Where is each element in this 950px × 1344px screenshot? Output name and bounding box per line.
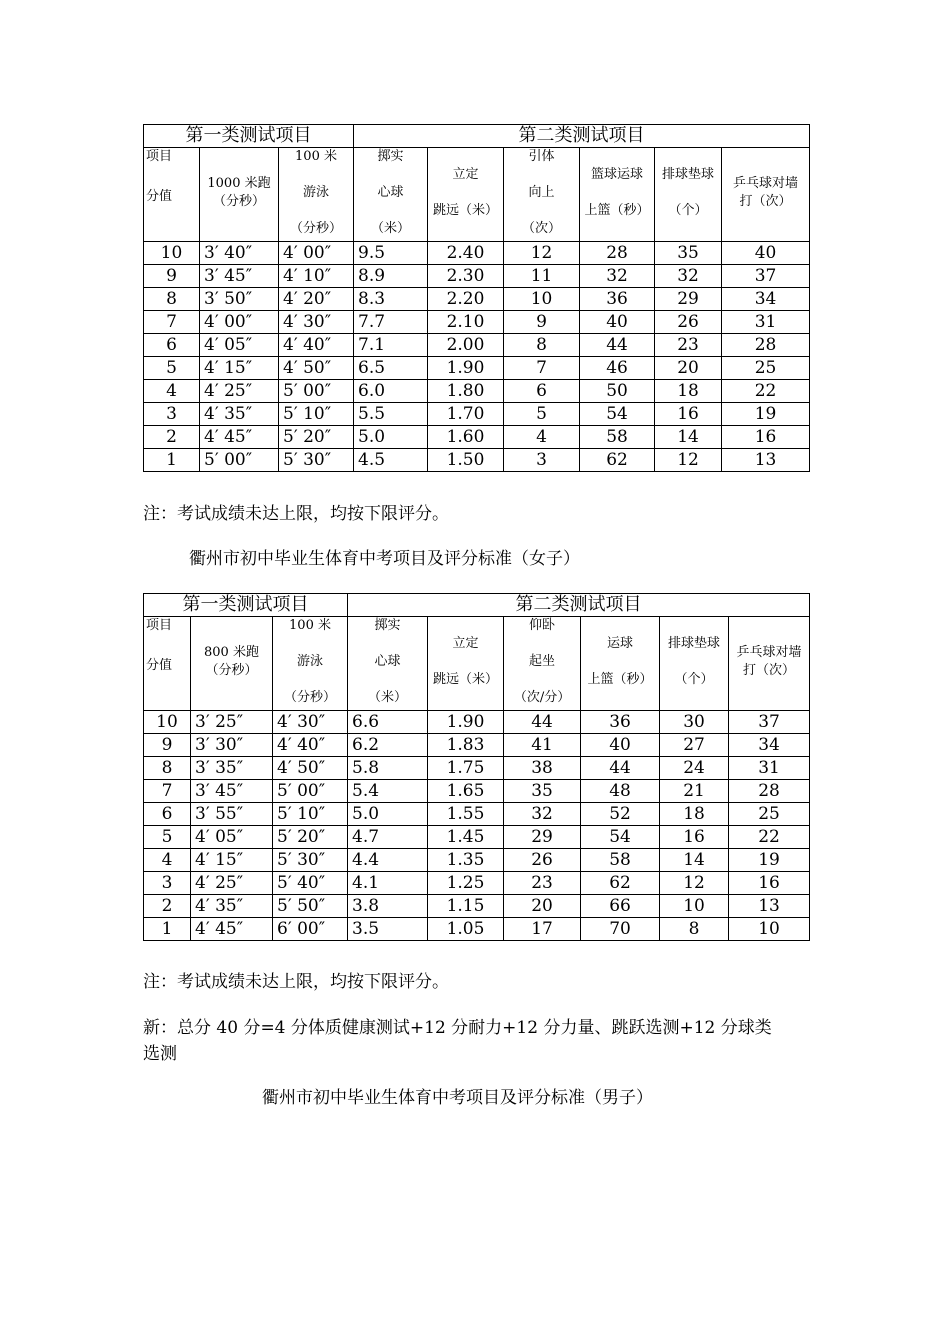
run-cell: 3′ 55″ bbox=[191, 803, 273, 826]
volley-cell: 16 bbox=[655, 403, 722, 426]
jump-cell: 1.83 bbox=[428, 734, 504, 757]
run-cell: 4′ 15″ bbox=[200, 357, 279, 380]
basket-cell: 70 bbox=[581, 918, 660, 941]
table-row bbox=[144, 895, 810, 918]
table-row bbox=[144, 288, 810, 311]
volley-cell: 30 bbox=[660, 711, 729, 734]
volley-cell: 29 bbox=[655, 288, 722, 311]
score-cell: 3 bbox=[144, 403, 200, 426]
pingpong-cell: 31 bbox=[729, 757, 810, 780]
volley-cell: 27 bbox=[660, 734, 729, 757]
third-cell: 23 bbox=[504, 872, 581, 895]
third-cell: 17 bbox=[504, 918, 581, 941]
third-cell: 38 bbox=[504, 757, 581, 780]
pingpong-cell: 28 bbox=[729, 780, 810, 803]
volley-cell: 18 bbox=[655, 380, 722, 403]
score-cell: 2 bbox=[144, 895, 191, 918]
pingpong-cell: 22 bbox=[722, 380, 810, 403]
third-cell: 3 bbox=[504, 449, 580, 472]
basket-cell: 54 bbox=[581, 826, 660, 849]
jump-cell: 1.45 bbox=[428, 826, 504, 849]
basket-cell: 62 bbox=[581, 872, 660, 895]
basket-cell: 36 bbox=[580, 288, 655, 311]
jump-cell: 1.15 bbox=[428, 895, 504, 918]
basket-cell: 44 bbox=[580, 334, 655, 357]
swim-header: 100 米 游泳 （分秒） bbox=[279, 148, 354, 242]
third-cell: 6 bbox=[504, 380, 580, 403]
score-label: 分值 bbox=[146, 189, 173, 204]
note-text-1: 注：考试成绩未达上限，均按下限评分。 bbox=[143, 504, 449, 524]
jump-cell: 1.25 bbox=[428, 872, 504, 895]
table-row bbox=[144, 918, 810, 941]
swim-cell: 4′ 30″ bbox=[273, 711, 348, 734]
volley-cell: 12 bbox=[660, 872, 729, 895]
table-row bbox=[144, 780, 810, 803]
run-cell: 4′ 35″ bbox=[200, 403, 279, 426]
score-cell: 10 bbox=[144, 242, 200, 265]
ball-cell: 4.7 bbox=[348, 826, 428, 849]
score-cell: 5 bbox=[144, 357, 200, 380]
volleyball-header: 排球垫球 （个） bbox=[655, 148, 722, 242]
table-row bbox=[144, 311, 810, 334]
table-row bbox=[144, 734, 810, 757]
ball-header: 掷实 心球 （米） bbox=[354, 148, 428, 242]
ball-cell: 5.0 bbox=[354, 426, 428, 449]
third-cell: 7 bbox=[504, 357, 580, 380]
female-title: 衢州市初中毕业生体育中考项目及评分标准（女子） bbox=[189, 549, 580, 569]
jump-cell: 1.75 bbox=[428, 757, 504, 780]
score-cell: 9 bbox=[144, 265, 200, 288]
volley-cell: 20 bbox=[655, 357, 722, 380]
third-cell: 10 bbox=[504, 288, 580, 311]
jump-cell: 2.20 bbox=[428, 288, 504, 311]
ball-cell: 8.9 bbox=[354, 265, 428, 288]
table-row bbox=[144, 357, 810, 380]
pingpong-cell: 16 bbox=[729, 872, 810, 895]
swim-cell: 5′ 30″ bbox=[273, 849, 348, 872]
run-cell: 4′ 05″ bbox=[200, 334, 279, 357]
swim-cell: 5′ 20″ bbox=[273, 826, 348, 849]
third-cell: 9 bbox=[504, 311, 580, 334]
ball-cell: 7.1 bbox=[354, 334, 428, 357]
basket-cell: 58 bbox=[580, 426, 655, 449]
ball-cell: 6.6 bbox=[348, 711, 428, 734]
basket-cell: 32 bbox=[580, 265, 655, 288]
pingpong-cell: 37 bbox=[729, 711, 810, 734]
pingpong-header: 乒乓球对墙 打（次） bbox=[722, 148, 810, 242]
swim-cell: 5′ 10″ bbox=[279, 403, 354, 426]
volley-cell: 23 bbox=[655, 334, 722, 357]
third-cell: 12 bbox=[504, 242, 580, 265]
run-cell: 4′ 25″ bbox=[191, 872, 273, 895]
run-cell: 5′ 00″ bbox=[200, 449, 279, 472]
swim-cell: 5′ 10″ bbox=[273, 803, 348, 826]
ball-cell: 8.3 bbox=[354, 288, 428, 311]
score-cell: 7 bbox=[144, 780, 191, 803]
third-cell: 20 bbox=[504, 895, 581, 918]
volley-cell: 8 bbox=[660, 918, 729, 941]
swim-cell: 4′ 30″ bbox=[279, 311, 354, 334]
table-row bbox=[144, 380, 810, 403]
ball-cell: 5.4 bbox=[348, 780, 428, 803]
basket-cell: 54 bbox=[580, 403, 655, 426]
run-cell: 4′ 45″ bbox=[191, 918, 273, 941]
swim-cell: 6′ 00″ bbox=[273, 918, 348, 941]
table-row bbox=[144, 334, 810, 357]
third-cell: 11 bbox=[504, 265, 580, 288]
run-cell: 3′ 25″ bbox=[191, 711, 273, 734]
pullup-header: 引体 向上 （次） bbox=[504, 148, 580, 242]
group-header-first: 第一类测试项目 bbox=[144, 125, 354, 148]
pingpong-cell: 10 bbox=[729, 918, 810, 941]
basket-cell: 50 bbox=[580, 380, 655, 403]
swim-cell: 4′ 50″ bbox=[279, 357, 354, 380]
table-row bbox=[144, 711, 810, 734]
swim-cell: 5′ 00″ bbox=[273, 780, 348, 803]
third-cell: 8 bbox=[504, 334, 580, 357]
score-cell: 3 bbox=[144, 872, 191, 895]
group-header-second: 第二类测试项目 bbox=[354, 125, 810, 148]
ball-cell: 6.5 bbox=[354, 357, 428, 380]
group-header-second: 第二类测试项目 bbox=[348, 594, 810, 617]
jump-cell: 1.50 bbox=[428, 449, 504, 472]
ball-cell: 3.5 bbox=[348, 918, 428, 941]
swim-cell: 5′ 50″ bbox=[273, 895, 348, 918]
run-header: 800 米跑 （分秒） bbox=[191, 617, 273, 711]
swim-cell: 4′ 00″ bbox=[279, 242, 354, 265]
run-header: 1000 米跑 （分秒） bbox=[200, 148, 279, 242]
run-cell: 3′ 35″ bbox=[191, 757, 273, 780]
pingpong-header: 乒乓球对墙 打（次） bbox=[729, 617, 810, 711]
ball-cell: 9.5 bbox=[354, 242, 428, 265]
jump-cell: 1.55 bbox=[428, 803, 504, 826]
pingpong-cell: 28 bbox=[722, 334, 810, 357]
score-cell: 8 bbox=[144, 288, 200, 311]
table-row bbox=[144, 826, 810, 849]
basket-cell: 66 bbox=[581, 895, 660, 918]
table-row bbox=[144, 872, 810, 895]
item-label: 项目 bbox=[146, 618, 173, 633]
run-cell: 3′ 40″ bbox=[200, 242, 279, 265]
volley-cell: 16 bbox=[660, 826, 729, 849]
run-cell: 4′ 00″ bbox=[200, 311, 279, 334]
score-cell: 4 bbox=[144, 380, 200, 403]
score-table-2 bbox=[143, 593, 810, 941]
volley-cell: 18 bbox=[660, 803, 729, 826]
third-cell: 44 bbox=[504, 711, 581, 734]
run-cell: 3′ 30″ bbox=[191, 734, 273, 757]
ball-cell: 4.4 bbox=[348, 849, 428, 872]
jump-cell: 1.35 bbox=[428, 849, 504, 872]
ball-cell: 5.8 bbox=[348, 757, 428, 780]
situp-header: 仰卧 起坐 （次/分） bbox=[504, 617, 581, 711]
run-cell: 4′ 05″ bbox=[191, 826, 273, 849]
pingpong-cell: 34 bbox=[722, 288, 810, 311]
swim-cell: 4′ 50″ bbox=[273, 757, 348, 780]
pingpong-cell: 25 bbox=[722, 357, 810, 380]
swim-cell: 5′ 40″ bbox=[273, 872, 348, 895]
score-cell: 5 bbox=[144, 826, 191, 849]
ball-cell: 4.1 bbox=[348, 872, 428, 895]
jump-cell: 2.30 bbox=[428, 265, 504, 288]
swim-cell: 4′ 20″ bbox=[279, 288, 354, 311]
pingpong-cell: 19 bbox=[722, 403, 810, 426]
volley-cell: 12 bbox=[655, 449, 722, 472]
run-cell: 3′ 45″ bbox=[191, 780, 273, 803]
item-label: 项目 bbox=[146, 149, 173, 164]
pingpong-cell: 25 bbox=[729, 803, 810, 826]
third-cell: 26 bbox=[504, 849, 581, 872]
basket-cell: 48 bbox=[581, 780, 660, 803]
run-cell: 3′ 50″ bbox=[200, 288, 279, 311]
score-cell: 6 bbox=[144, 803, 191, 826]
basket-cell: 40 bbox=[581, 734, 660, 757]
score-label: 分值 bbox=[146, 658, 173, 673]
pingpong-cell: 37 bbox=[722, 265, 810, 288]
table-row bbox=[144, 242, 810, 265]
volley-cell: 35 bbox=[655, 242, 722, 265]
jump-header: 立定 跳远（米） bbox=[428, 617, 504, 711]
basket-cell: 58 bbox=[581, 849, 660, 872]
pingpong-cell: 31 bbox=[722, 311, 810, 334]
ball-cell: 5.0 bbox=[348, 803, 428, 826]
jump-cell: 2.10 bbox=[428, 311, 504, 334]
item-score-header bbox=[144, 148, 200, 242]
score-table-1 bbox=[143, 124, 810, 472]
score-cell: 1 bbox=[144, 449, 200, 472]
swim-cell: 4′ 40″ bbox=[279, 334, 354, 357]
ball-header: 掷实 心球 （米） bbox=[348, 617, 428, 711]
score-cell: 2 bbox=[144, 426, 200, 449]
table-row bbox=[144, 265, 810, 288]
third-cell: 29 bbox=[504, 826, 581, 849]
ball-cell: 7.7 bbox=[354, 311, 428, 334]
pingpong-cell: 34 bbox=[729, 734, 810, 757]
ball-cell: 5.5 bbox=[354, 403, 428, 426]
third-cell: 4 bbox=[504, 426, 580, 449]
ball-cell: 4.5 bbox=[354, 449, 428, 472]
jump-cell: 1.90 bbox=[428, 711, 504, 734]
jump-cell: 1.80 bbox=[428, 380, 504, 403]
basket-cell: 52 bbox=[581, 803, 660, 826]
ball-cell: 3.8 bbox=[348, 895, 428, 918]
swim-header: 100 米 游泳 （分秒） bbox=[273, 617, 348, 711]
jump-cell: 2.40 bbox=[428, 242, 504, 265]
third-cell: 32 bbox=[504, 803, 581, 826]
basket-cell: 28 bbox=[580, 242, 655, 265]
swim-cell: 5′ 30″ bbox=[279, 449, 354, 472]
volley-cell: 21 bbox=[660, 780, 729, 803]
score-cell: 8 bbox=[144, 757, 191, 780]
score-cell: 10 bbox=[144, 711, 191, 734]
jump-cell: 2.00 bbox=[428, 334, 504, 357]
new-scoring-line-1: 新：总分 40 分=4 分体质健康测试+12 分耐力+12 分力量、跳跃选测+12 分球类 bbox=[143, 1018, 772, 1038]
table-row bbox=[144, 426, 810, 449]
run-cell: 3′ 45″ bbox=[200, 265, 279, 288]
jump-cell: 1.90 bbox=[428, 357, 504, 380]
basket-cell: 46 bbox=[580, 357, 655, 380]
table-row bbox=[144, 449, 810, 472]
score-cell: 1 bbox=[144, 918, 191, 941]
score-cell: 4 bbox=[144, 849, 191, 872]
third-cell: 35 bbox=[504, 780, 581, 803]
pingpong-cell: 16 bbox=[722, 426, 810, 449]
male-title: 衢州市初中毕业生体育中考项目及评分标准（男子） bbox=[262, 1088, 653, 1108]
table-row bbox=[144, 403, 810, 426]
volley-cell: 14 bbox=[655, 426, 722, 449]
ball-cell: 6.0 bbox=[354, 380, 428, 403]
swim-cell: 4′ 40″ bbox=[273, 734, 348, 757]
run-cell: 4′ 45″ bbox=[200, 426, 279, 449]
pingpong-cell: 13 bbox=[722, 449, 810, 472]
swim-cell: 5′ 00″ bbox=[279, 380, 354, 403]
basket-cell: 44 bbox=[581, 757, 660, 780]
score-cell: 9 bbox=[144, 734, 191, 757]
jump-cell: 1.70 bbox=[428, 403, 504, 426]
basketball-header: 运球 上篮（秒） bbox=[581, 617, 660, 711]
volley-cell: 14 bbox=[660, 849, 729, 872]
third-cell: 5 bbox=[504, 403, 580, 426]
swim-cell: 5′ 20″ bbox=[279, 426, 354, 449]
table-row bbox=[144, 803, 810, 826]
score-cell: 7 bbox=[144, 311, 200, 334]
volleyball-header: 排球垫球 （个） bbox=[660, 617, 729, 711]
score-cell: 6 bbox=[144, 334, 200, 357]
volley-cell: 26 bbox=[655, 311, 722, 334]
new-scoring-line-2: 选测 bbox=[143, 1044, 177, 1064]
group-header-first: 第一类测试项目 bbox=[144, 594, 348, 617]
jump-cell: 1.65 bbox=[428, 780, 504, 803]
pingpong-cell: 13 bbox=[729, 895, 810, 918]
swim-cell: 4′ 10″ bbox=[279, 265, 354, 288]
run-cell: 4′ 25″ bbox=[200, 380, 279, 403]
basket-cell: 36 bbox=[581, 711, 660, 734]
basket-cell: 62 bbox=[580, 449, 655, 472]
table-row bbox=[144, 757, 810, 780]
run-cell: 4′ 35″ bbox=[191, 895, 273, 918]
third-cell: 41 bbox=[504, 734, 581, 757]
pingpong-cell: 40 bbox=[722, 242, 810, 265]
run-cell: 4′ 15″ bbox=[191, 849, 273, 872]
basketball-header: 篮球运球 上篮（秒） bbox=[580, 148, 655, 242]
jump-cell: 1.05 bbox=[428, 918, 504, 941]
jump-header: 立定 跳远（米） bbox=[428, 148, 504, 242]
basket-cell: 40 bbox=[580, 311, 655, 334]
ball-cell: 6.2 bbox=[348, 734, 428, 757]
volley-cell: 24 bbox=[660, 757, 729, 780]
item-score-header bbox=[144, 617, 191, 711]
pingpong-cell: 22 bbox=[729, 826, 810, 849]
table-row bbox=[144, 849, 810, 872]
pingpong-cell: 19 bbox=[729, 849, 810, 872]
note-text-2: 注：考试成绩未达上限，均按下限评分。 bbox=[143, 972, 449, 992]
volley-cell: 32 bbox=[655, 265, 722, 288]
volley-cell: 10 bbox=[660, 895, 729, 918]
jump-cell: 1.60 bbox=[428, 426, 504, 449]
